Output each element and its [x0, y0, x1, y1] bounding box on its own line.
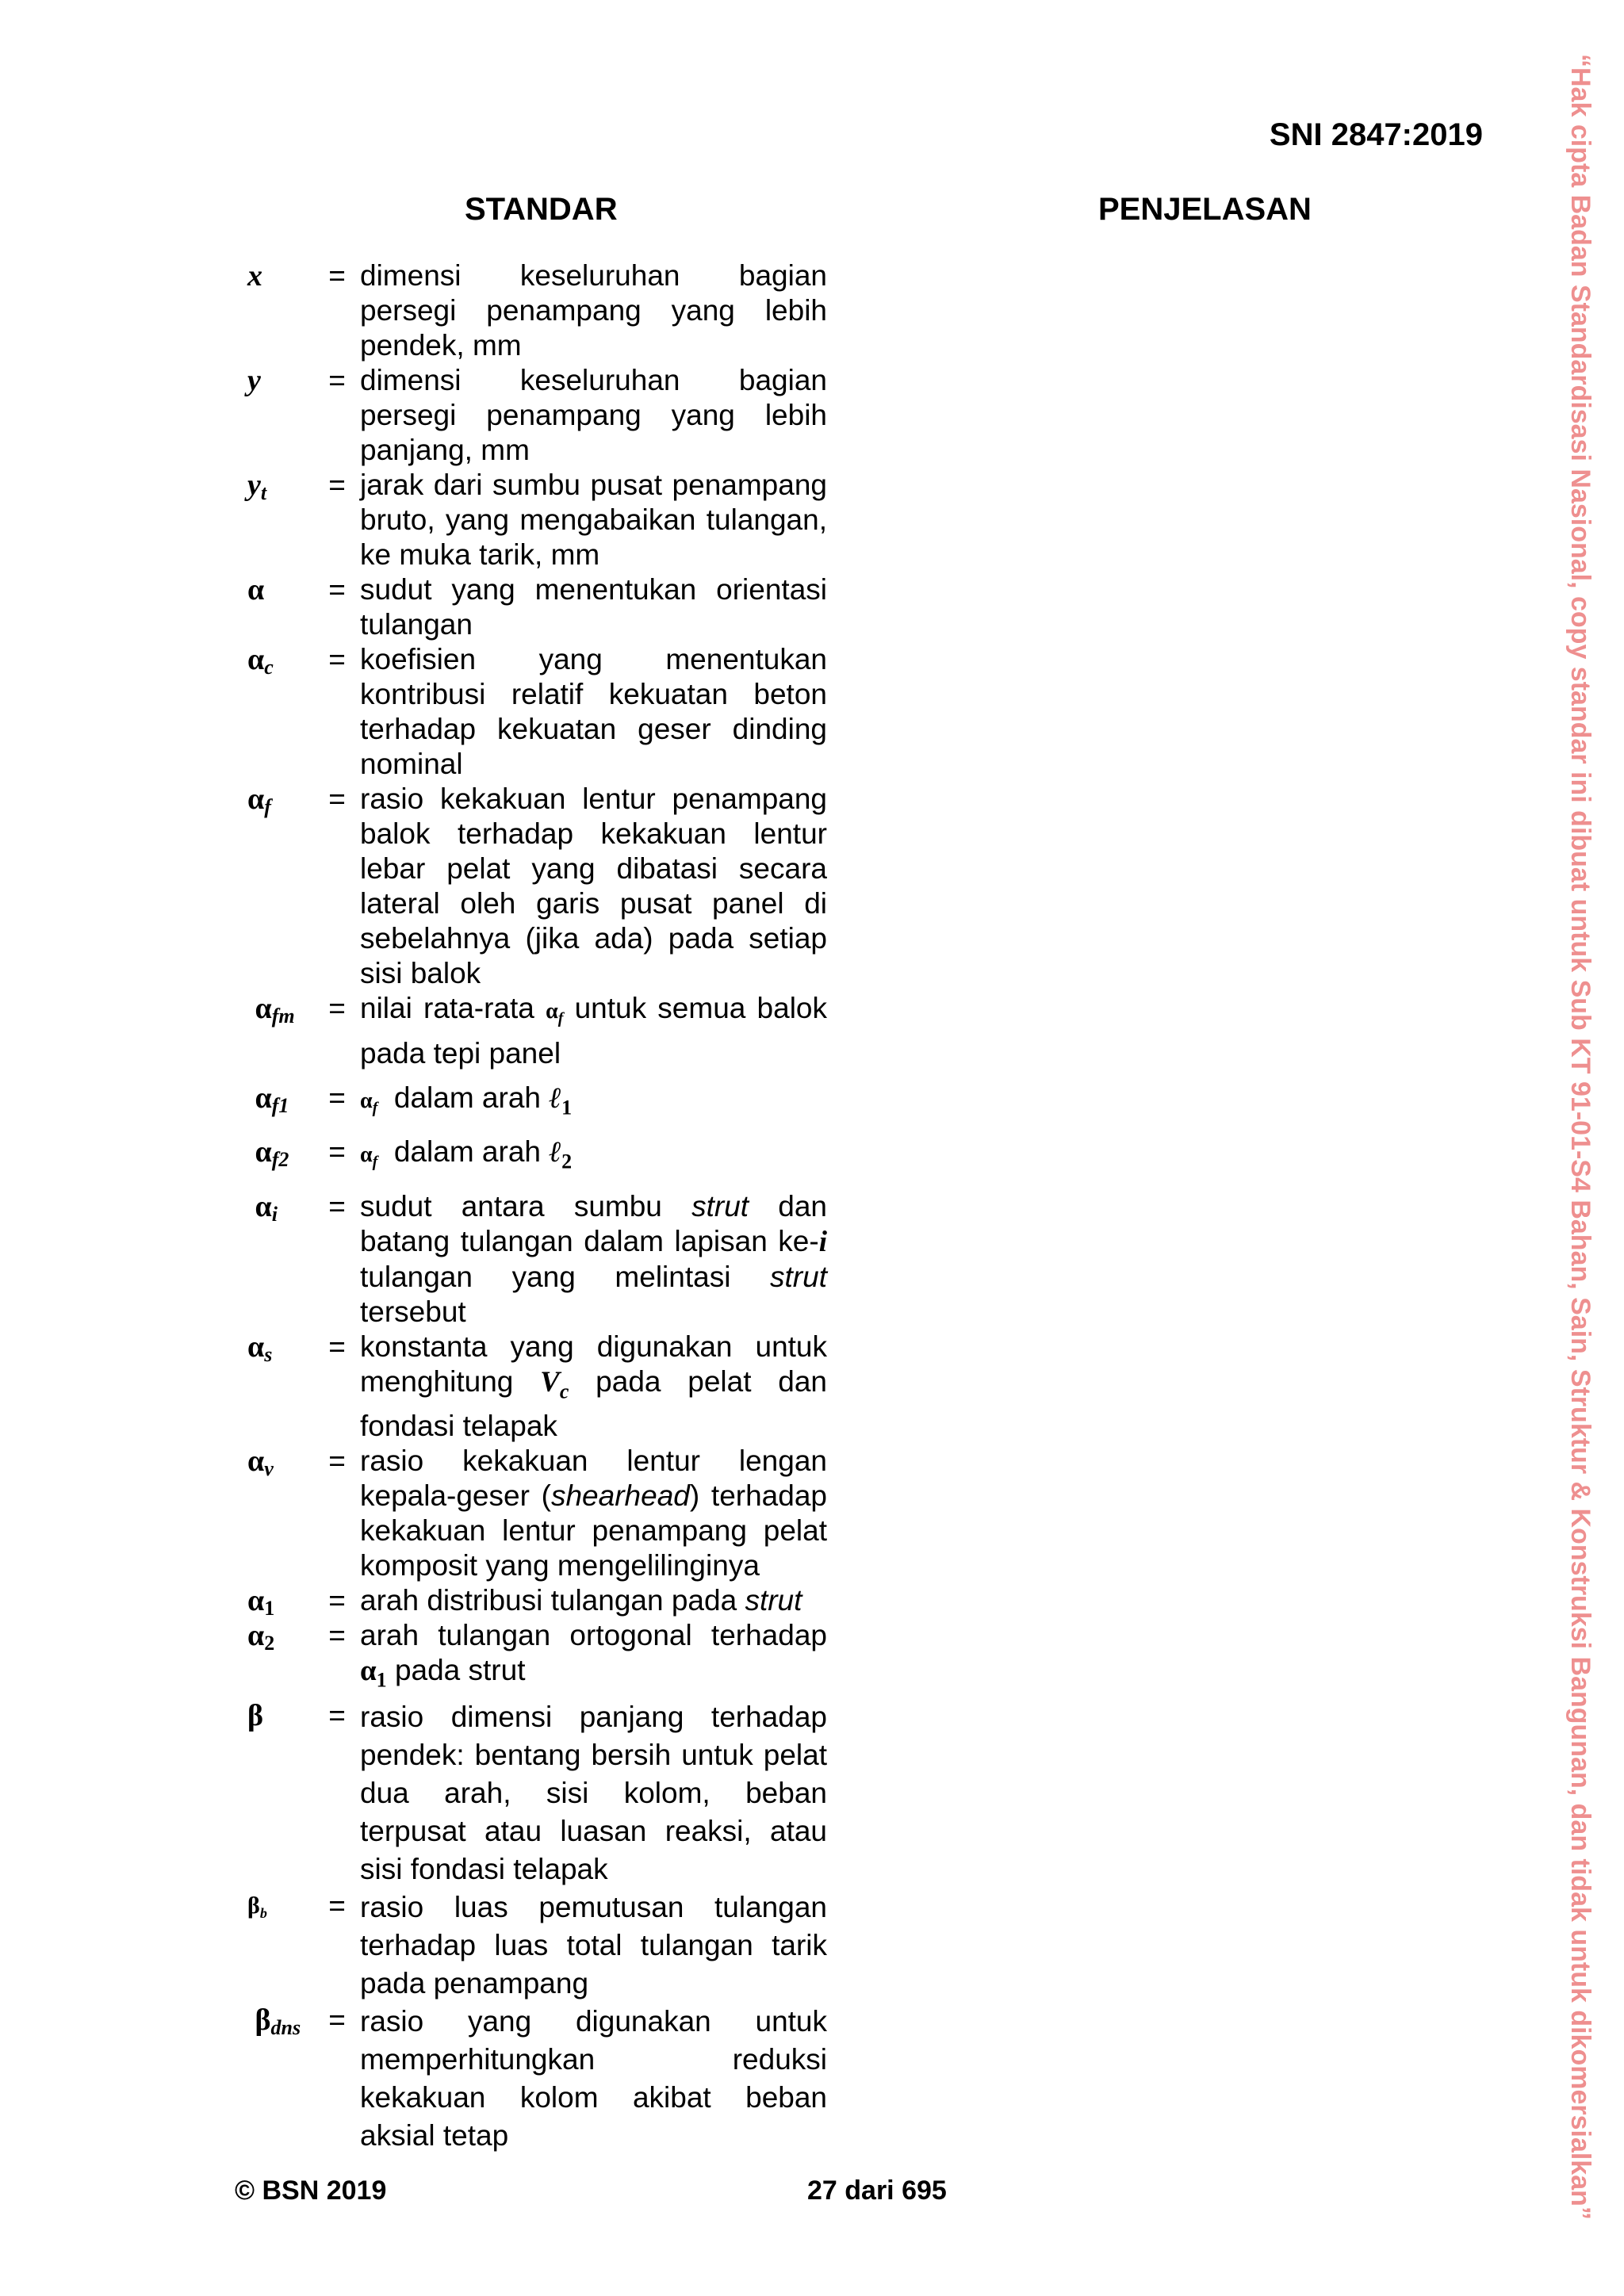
equals-sign: = — [328, 259, 346, 292]
symbol: $y_t$ — [247, 469, 267, 504]
description: sudut antara sumbu strut dan batang tulangan dalam lapisan ke-i tulangan yang melintasi strut tersebut — [360, 1189, 827, 1328]
equals-sign: = — [328, 364, 346, 396]
symbol: y — [247, 364, 261, 397]
description: konstanta yang digunakan untuk menghitung $V_c$ pada pelat dan fondasi telapak — [360, 1330, 827, 1443]
description: nilai rata-rata $\alpha_f$ untuk semua balok pada tepi panel — [360, 992, 827, 1070]
description: $\alpha_f$ dalam arah ℓ$_2$ — [360, 1135, 573, 1173]
definition-alpha — [238, 572, 833, 642]
equals-sign: = — [328, 469, 346, 501]
symbol: x — [247, 259, 262, 293]
definition-alpha-i — [238, 1189, 833, 1330]
equals-sign: = — [328, 1445, 346, 1478]
definition-beta — [238, 1698, 833, 1888]
definition-yt — [238, 468, 833, 572]
description: sudut yang menentukan orientasi tulangan — [360, 573, 827, 641]
definition-alpha-f2 — [238, 1135, 833, 1180]
definition-alpha-1 — [238, 1583, 833, 1621]
equals-sign: = — [328, 573, 346, 606]
description: jarak dari sumbu pusat penampang bruto, yang mengabaikan tulangan, ke muka tarik, mm — [360, 469, 827, 571]
definition-alpha-fm — [238, 991, 833, 1071]
equals-sign: = — [328, 1619, 346, 1652]
description: rasio yang digunakan untuk memperhitungkan reduksi kekakuan kolom akibat beban aksial tetap — [360, 2004, 827, 2152]
symbol: $\alpha_s$ — [247, 1330, 273, 1366]
column-heading-penjelasan: PENJELASAN — [1098, 192, 1312, 227]
definition-alpha-c — [238, 642, 833, 782]
description: arah tulangan ortogonal terhadap $\alpha_1$ pada strut — [360, 1619, 827, 1692]
equals-sign: = — [328, 1135, 346, 1169]
symbol: $\alpha_i$ — [247, 1189, 278, 1226]
footer-page-number: 27 dari 695 — [807, 2175, 947, 2206]
equals-sign: = — [328, 783, 346, 815]
copyright-watermark: “Hak cipta Badan Standardisasi Nasional, copy standar ini dibuat untuk Sub KT 91-01-S4 Bahan, Sain, Struktur & Konstruksi Bangunan, dan tidak untuk dikomersialkan” — [1565, 54, 1595, 2220]
definition-alpha-v — [238, 1444, 833, 1583]
equals-sign: = — [328, 643, 346, 675]
equals-sign: = — [328, 1888, 346, 1922]
column-heading-standar: STANDAR — [465, 192, 618, 227]
symbol: α — [247, 573, 265, 607]
equals-sign: = — [328, 2003, 346, 2036]
symbol: $\beta_{dns}$ — [247, 2003, 301, 2039]
symbol: $\alpha_{f2}$ — [247, 1135, 289, 1172]
equals-sign: = — [328, 1081, 346, 1114]
description: rasio kekakuan lentur lengan kepala-geser (shearhead) terhadap kekakuan lentur penampang pelat komposit yang mengelilinginya — [360, 1445, 827, 1582]
footer-copyright: © BSN 2019 — [235, 2175, 387, 2206]
document-id: SNI 2847:2019 — [1269, 117, 1483, 152]
equals-sign: = — [328, 1698, 346, 1732]
definitions-list — [238, 258, 833, 2155]
symbol: $\alpha_2$ — [247, 1619, 275, 1655]
symbol: $\alpha_f$ — [247, 783, 271, 818]
symbol: $\alpha_c$ — [247, 643, 274, 679]
definition-beta-b — [238, 1888, 833, 2003]
description: rasio dimensi panjang terhadap pendek: bentang bersih untuk pelat dua arah, sisi kolom, beban terpusat atau luasan reaksi, atau sisi fondasi telapak — [360, 1700, 827, 1885]
symbol: $\alpha_{f1}$ — [247, 1081, 289, 1117]
symbol: $\alpha_v$ — [247, 1445, 274, 1481]
symbol: β — [247, 1698, 264, 1732]
definition-alpha-f — [238, 782, 833, 991]
description: koefisien yang menentukan kontribusi relatif kekuatan beton terhadap kekuatan geser dinding nominal — [360, 643, 827, 780]
description: rasio kekakuan lentur penampang balok terhadap kekakuan lentur lebar pelat yang dibatasi secara lateral oleh garis pusat panel di sebelahnya (jika ada) pada setiap sisi balok — [360, 783, 827, 989]
definition-y — [238, 363, 833, 468]
equals-sign: = — [328, 1584, 346, 1617]
description: arah distribusi tulangan pada strut — [360, 1584, 802, 1617]
equals-sign: = — [328, 1330, 346, 1363]
description: dimensi keseluruhan bagian persegi penampang yang lebih panjang, mm — [360, 364, 827, 466]
definition-x — [238, 258, 833, 363]
definition-alpha-2 — [238, 1618, 833, 1697]
definition-alpha-f1 — [238, 1081, 833, 1126]
description: dimensi keseluruhan bagian persegi penampang yang lebih pendek, mm — [360, 259, 827, 362]
equals-sign: = — [328, 992, 346, 1024]
symbol: $\alpha_1$ — [247, 1584, 275, 1621]
symbol: $\alpha_{fm}$ — [247, 992, 295, 1027]
symbol: $\beta_b$ — [247, 1892, 267, 1921]
definition-alpha-s — [238, 1330, 833, 1444]
description: rasio luas pemutusan tulangan terhadap luas total tulangan tarik pada penampang — [360, 1890, 827, 1999]
description: $\alpha_f$ dalam arah ℓ$_1$ — [360, 1081, 573, 1119]
definition-beta-dns — [238, 2003, 833, 2155]
equals-sign: = — [328, 1189, 346, 1223]
